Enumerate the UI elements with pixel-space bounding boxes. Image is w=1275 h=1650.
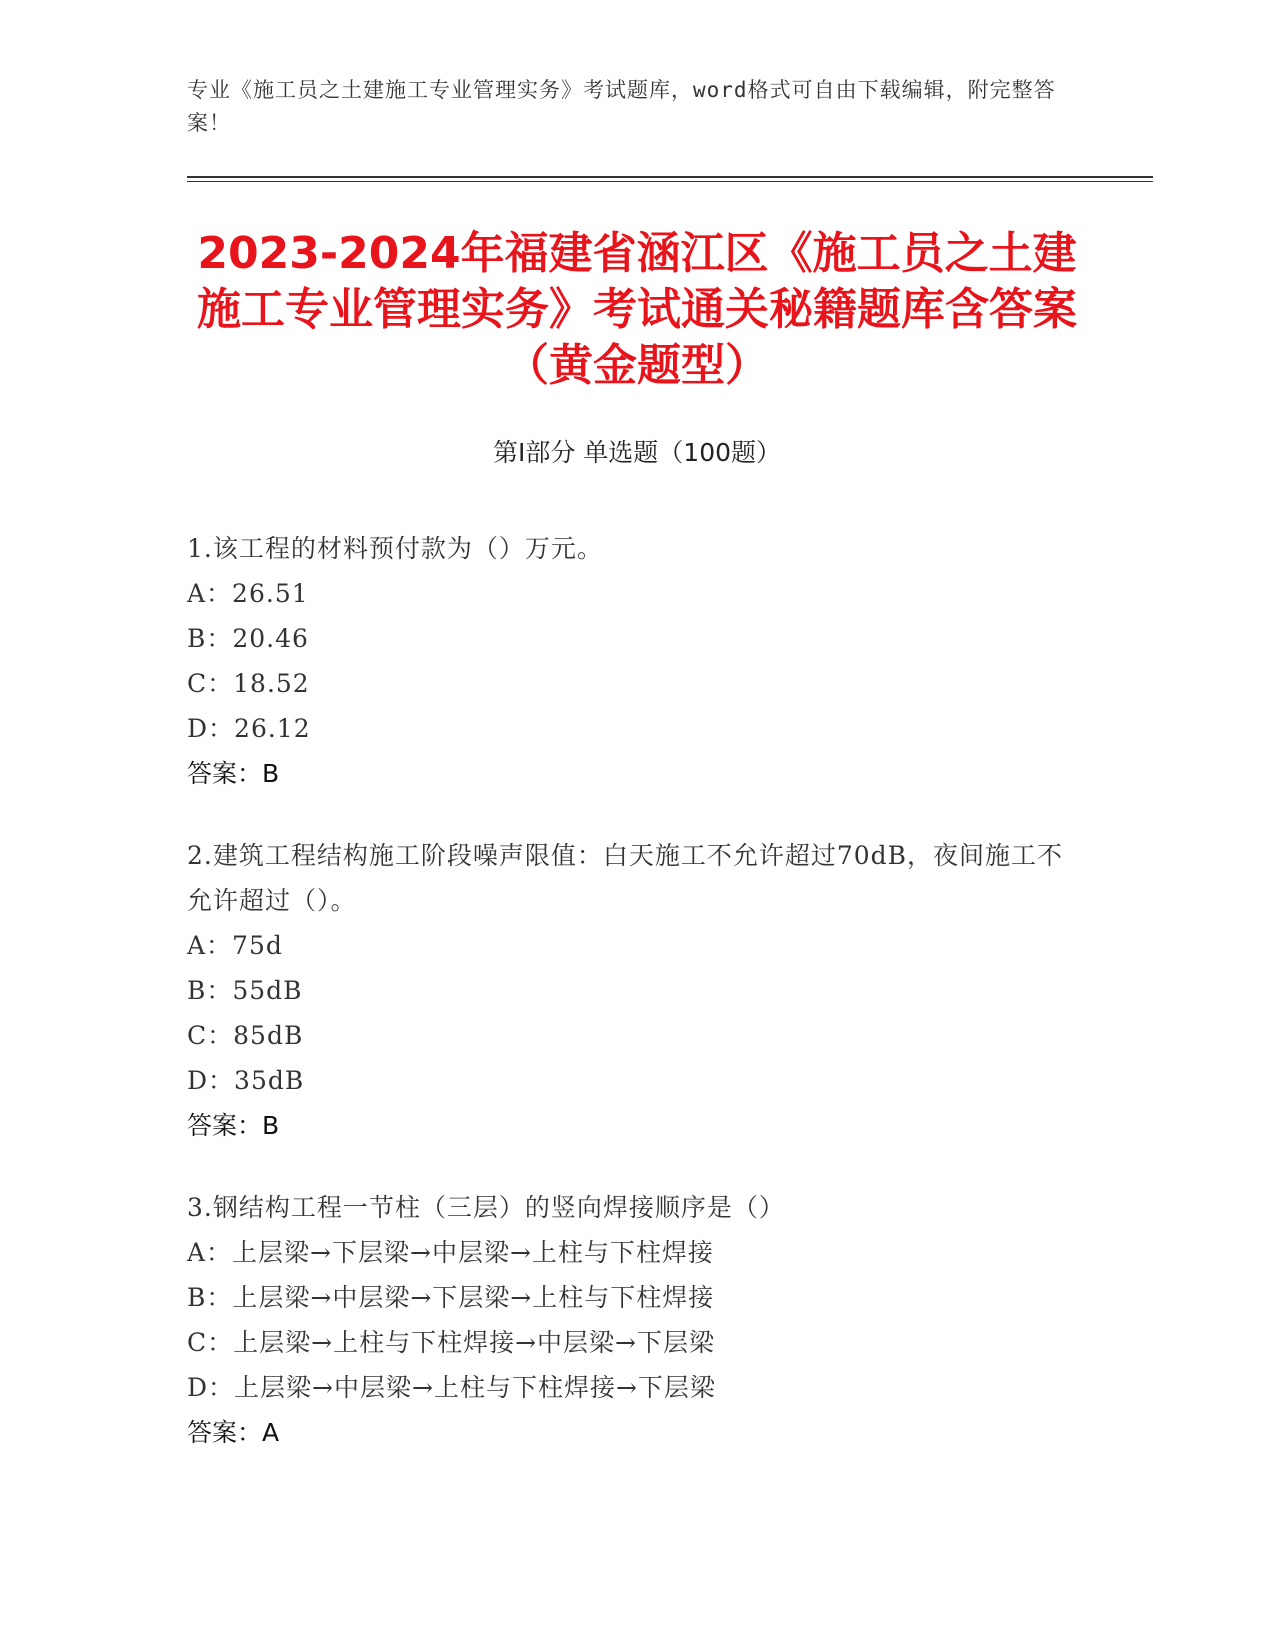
option-a: A：75d — [187, 931, 283, 960]
question-3 — [187, 1185, 1087, 1455]
question-list — [187, 526, 1087, 1492]
option-d: D：26.12 — [187, 714, 311, 743]
question-stem: 2.建筑工程结构施工阶段噪声限值：白天施工不允许超过70dB，夜间施工不允许超过（）。 — [187, 841, 1064, 915]
document-title: 2023-2024年福建省涵江区《施工员之土建施工专业管理实务》考试通关秘籍题库含答案（黄金题型） — [197, 228, 1077, 391]
question-2 — [187, 833, 1087, 1148]
option-d: D：上层梁→中层梁→上柱与下柱焊接→下层梁 — [187, 1373, 716, 1402]
option-a: A：上层梁→下层梁→中层梁→上柱与下柱焊接 — [187, 1238, 714, 1267]
header-divider-thick — [187, 176, 1153, 178]
option-b: B：上层梁→中层梁→下层梁→上柱与下柱焊接 — [187, 1283, 715, 1312]
option-c: C：85dB — [187, 1021, 304, 1050]
option-b: B：20.46 — [187, 624, 309, 653]
option-a: A：26.51 — [187, 579, 309, 608]
question-answer: 答案：B — [187, 1111, 280, 1140]
option-c: C：18.52 — [187, 669, 310, 698]
header-divider-thin — [187, 181, 1153, 182]
question-1 — [187, 526, 1087, 796]
question-stem: 1.该工程的材料预付款为（）万元。 — [187, 534, 603, 563]
question-answer: 答案：B — [187, 759, 280, 788]
option-c: C：上层梁→上柱与下柱焊接→中层梁→下层梁 — [187, 1328, 715, 1357]
section-title: 第Ⅰ部分 单选题（100题） — [492, 438, 782, 467]
option-b: B：55dB — [187, 976, 303, 1005]
question-answer: 答案：A — [187, 1418, 280, 1447]
option-d: D：35dB — [187, 1066, 305, 1095]
question-stem: 3.钢结构工程一节柱（三层）的竖向焊接顺序是（） — [187, 1193, 785, 1222]
header-note: 专业《施工员之土建施工专业管理实务》考试题库，word格式可自由下载编辑，附完整答案！ — [187, 78, 1056, 135]
